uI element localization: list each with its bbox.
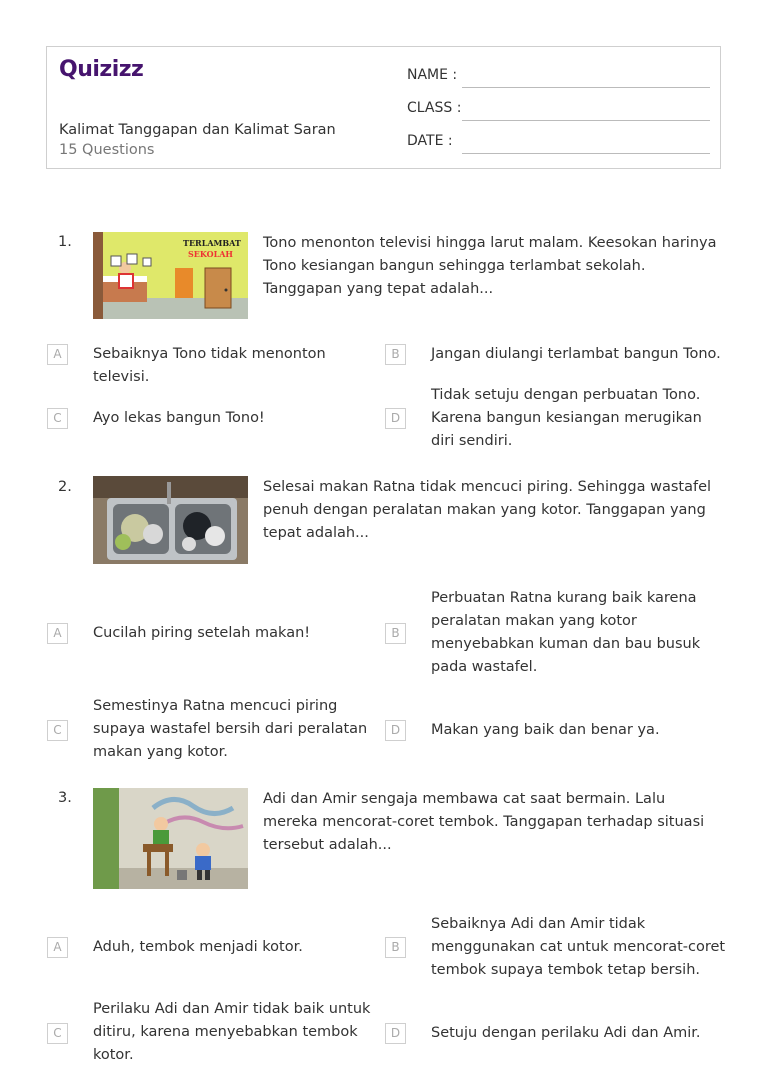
option-a-marker[interactable]: A	[47, 344, 68, 365]
option-b-text: Perbuatan Ratna kurang baik karena peralatan makan yang kotor menyebabkan kuman dan bau busuk pada wastafel.	[431, 590, 701, 675]
option-c-marker[interactable]: C	[47, 720, 68, 741]
question-1-image	[93, 232, 248, 319]
option-c-text: Ayo lekas bangun Tono!	[93, 410, 265, 426]
option-c-text: Semestinya Ratna mencuci piring supaya wastafel bersih dari peralatan makan yang kotor.	[93, 698, 368, 760]
image-caption-2: SEKOLAH	[188, 249, 233, 259]
option-d-text: Tidak setuju dengan perbuatan Tono. Karena bangun kesiangan merugikan diri sendiri.	[431, 387, 702, 449]
option-a-text: Aduh, tembok menjadi kotor.	[93, 939, 303, 955]
option-d-marker[interactable]: D	[385, 720, 406, 741]
worksheet-title: Kalimat Tanggapan dan Kalimat Saran	[59, 122, 336, 138]
question-number: 2.	[58, 479, 72, 495]
date-label: DATE :	[407, 133, 453, 149]
question-3-image	[93, 788, 248, 889]
option-a-marker[interactable]: A	[47, 937, 68, 958]
option-b-marker[interactable]: B	[385, 937, 406, 958]
question-text: Tono menonton televisi hingga larut malam. Keesokan harinya Tono kesiangan bangun sehingga terlambat sekolah. Tanggapan yang tepat adalah...	[263, 235, 717, 297]
name-label: NAME :	[407, 67, 458, 83]
wall-illustration	[93, 788, 248, 889]
image-caption-1: TERLAMBAT	[183, 238, 241, 248]
class-field[interactable]	[462, 120, 710, 121]
option-b-text: Jangan diulangi terlambat bangun Tono.	[431, 346, 721, 362]
option-d-marker[interactable]: D	[385, 1023, 406, 1044]
question-text: Adi dan Amir sengaja membawa cat saat bermain. Lalu mereka mencorat-coret tembok. Tanggapan terhadap situasi tersebut adalah...	[263, 791, 705, 853]
option-b-text: Sebaiknya Adi dan Amir tidak menggunakan cat untuk mencorat-coret tembok supaya tembok tetap bersih.	[431, 916, 726, 978]
option-a-text: Cucilah piring setelah makan!	[93, 625, 311, 641]
option-a-text: Sebaiknya Tono tidak menonton televisi.	[93, 346, 326, 385]
question-count: 15 Questions	[59, 142, 155, 158]
question-number: 3.	[58, 790, 72, 806]
option-c-text: Perilaku Adi dan Amir tidak baik untuk ditiru, karena menyebabkan tembok kotor.	[93, 1001, 371, 1063]
option-b-marker[interactable]: B	[385, 623, 406, 644]
option-a-marker[interactable]: A	[47, 623, 68, 644]
question-number: 1.	[58, 234, 72, 250]
question-text: Selesai makan Ratna tidak mencuci piring. Sehingga wastafel penuh dengan peralatan makan yang kotor. Tanggapan yang tepat adalah...	[263, 479, 712, 541]
option-b-marker[interactable]: B	[385, 344, 406, 365]
option-d-text: Setuju dengan perilaku Adi dan Amir.	[431, 1025, 701, 1041]
option-c-marker[interactable]: C	[47, 1023, 68, 1044]
question-2-image	[93, 476, 248, 564]
sink-illustration	[93, 476, 248, 564]
worksheet-header	[46, 46, 721, 169]
option-d-marker[interactable]: D	[385, 408, 406, 429]
name-field[interactable]	[462, 87, 710, 88]
option-d-text: Makan yang baik dan benar ya.	[431, 722, 660, 738]
date-field[interactable]	[462, 153, 710, 154]
room-illustration	[93, 232, 248, 319]
class-label: CLASS :	[407, 100, 462, 116]
option-c-marker[interactable]: C	[47, 408, 68, 429]
quizizz-logo: Quizizz	[59, 57, 144, 82]
